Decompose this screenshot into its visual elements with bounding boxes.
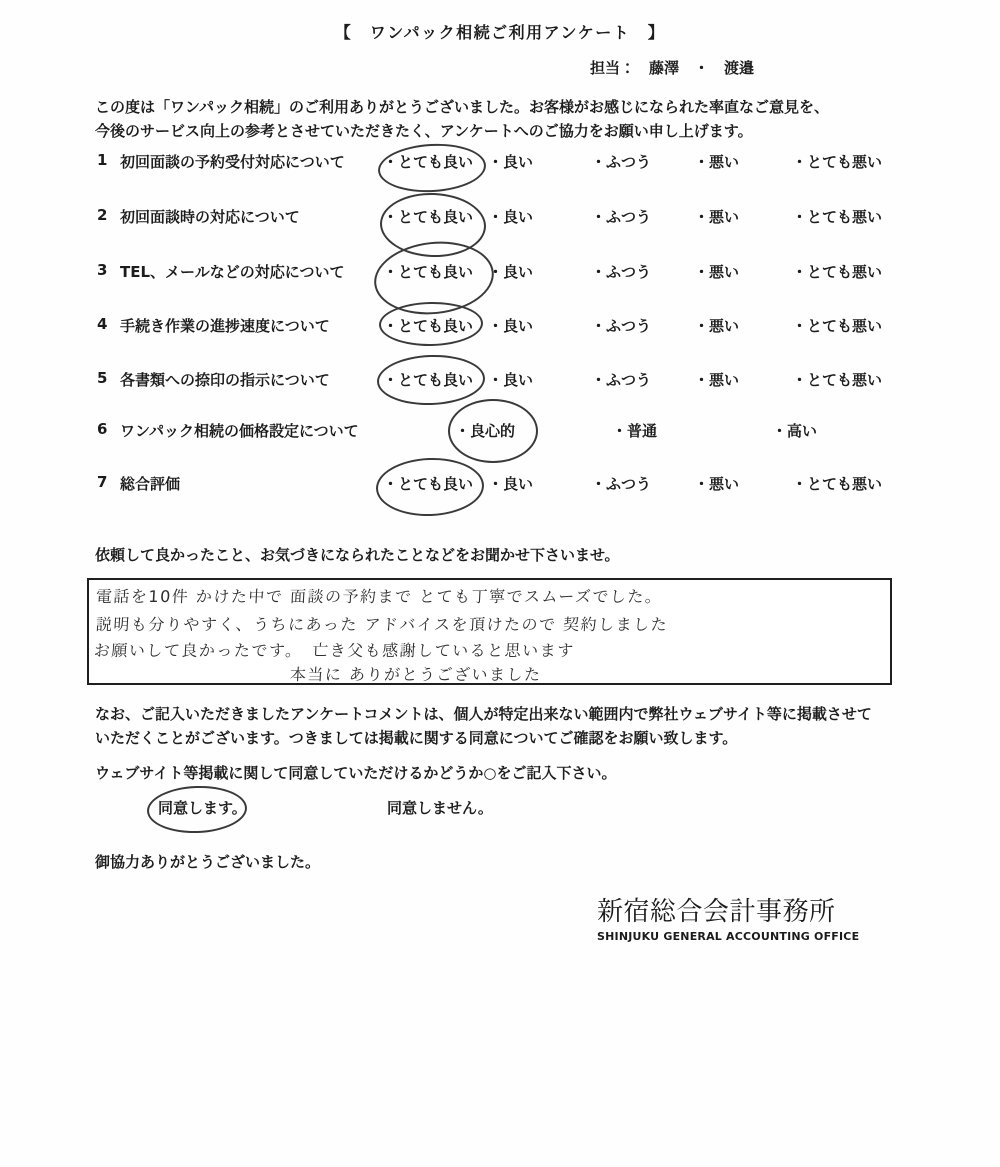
option-label: 悪い <box>709 475 740 493</box>
publication-note-line-2: いただくことがございます。つきましては掲載に関する同意についてご確認をお願い致します。 <box>95 729 738 747</box>
option-bullet: ・ <box>694 153 710 171</box>
option-label: とても悪い <box>807 475 883 493</box>
option-bullet: ・ <box>792 263 808 281</box>
option-label: とても良い <box>398 153 474 171</box>
question-number: 4 <box>97 315 108 333</box>
option-bullet: ・ <box>383 208 399 226</box>
option-bullet: ・ <box>383 371 399 389</box>
answer-option <box>383 315 473 336</box>
handwritten-comment-line: お願いして良かったです。 亡き父も感謝していると思います <box>93 641 576 660</box>
question-label: ワンパック相続の価格設定について <box>120 422 359 440</box>
question-number: 1 <box>97 151 108 169</box>
option-bullet: ・ <box>591 153 607 171</box>
option-bullet: ・ <box>488 153 504 171</box>
answer-option <box>694 473 739 494</box>
question-number: 3 <box>97 261 108 279</box>
option-label: 悪い <box>709 208 740 226</box>
option-bullet: ・ <box>694 263 710 281</box>
answer-option <box>694 315 739 336</box>
option-label: とても良い <box>398 475 474 493</box>
option-bullet: ・ <box>792 371 808 389</box>
option-bullet: ・ <box>694 317 710 335</box>
option-bullet: ・ <box>772 422 788 440</box>
option-label: とても悪い <box>807 263 883 281</box>
option-bullet: ・ <box>792 317 808 335</box>
question-row <box>0 151 1000 175</box>
option-label: ふつう <box>606 208 652 226</box>
option-label: 良い <box>503 263 534 281</box>
handwritten-comment-line: 説明も分りやすく、うちにあった アドバイスを頂けたので 契約しました <box>95 615 669 634</box>
option-bullet: ・ <box>694 371 710 389</box>
form-title: 【 ワンパック相続ご利用アンケート 】 <box>334 23 666 42</box>
question-number: 7 <box>97 473 108 491</box>
question-row <box>0 420 1000 444</box>
option-bullet: ・ <box>591 208 607 226</box>
question-number: 5 <box>97 369 108 387</box>
option-bullet: ・ <box>488 208 504 226</box>
answer-option <box>792 315 882 336</box>
option-bullet: ・ <box>383 153 399 171</box>
option-label: とても悪い <box>807 371 883 389</box>
question-row <box>0 369 1000 393</box>
option-bullet: ・ <box>612 422 628 440</box>
logo-name-en: SHINJUKU GENERAL ACCOUNTING OFFICE <box>597 930 860 943</box>
answer-option <box>383 206 473 227</box>
option-bullet: ・ <box>591 263 607 281</box>
option-label: ふつう <box>606 263 652 281</box>
answer-option <box>694 151 739 172</box>
option-bullet: ・ <box>792 475 808 493</box>
option-bullet: ・ <box>488 371 504 389</box>
answer-option <box>591 369 651 390</box>
option-bullet: ・ <box>591 317 607 335</box>
publication-note-line-1: なお、ご記入いただきましたアンケートコメントは、個人が特定出来ない範囲内で弊社ウェブサイト等に掲載させて <box>95 705 872 723</box>
option-label: とても悪い <box>807 317 883 335</box>
option-bullet: ・ <box>792 208 808 226</box>
answer-option <box>792 261 882 282</box>
question-label: 各書類への捺印の指示について <box>120 371 330 389</box>
option-label: ふつう <box>606 317 652 335</box>
option-label: とても良い <box>398 263 474 281</box>
company-logo <box>597 891 859 943</box>
answer-option <box>792 473 882 494</box>
answer-option <box>694 369 739 390</box>
option-label: とても悪い <box>807 208 883 226</box>
question-row <box>0 473 1000 497</box>
option-label: 良い <box>503 317 534 335</box>
answer-option <box>694 261 739 282</box>
question-row <box>0 261 1000 285</box>
staff-label: 担当： <box>590 59 636 77</box>
comment-prompt: 依頼して良かったこと、お気づきになられたことなどをお聞かせ下さいませ。 <box>95 546 620 564</box>
answer-option <box>488 315 533 336</box>
option-label: 良心的 <box>470 422 516 440</box>
option-bullet: ・ <box>694 208 710 226</box>
option-bullet: ・ <box>488 317 504 335</box>
questions-list <box>0 0 1000 530</box>
option-bullet: ・ <box>591 475 607 493</box>
publication-note <box>95 702 935 750</box>
question-label: 総合評価 <box>120 475 181 493</box>
answer-option <box>591 473 651 494</box>
logo-name-jp: 新宿総合会計事務所 <box>597 897 836 927</box>
option-bullet: ・ <box>792 153 808 171</box>
option-label: 良い <box>503 208 534 226</box>
answer-option <box>591 261 651 282</box>
question-label: 初回面談時の対応について <box>120 208 300 226</box>
option-label: とても良い <box>398 208 474 226</box>
option-label: 悪い <box>709 153 740 171</box>
answer-option <box>488 261 533 282</box>
answer-option <box>591 206 651 227</box>
option-bullet: ・ <box>383 317 399 335</box>
question-label: TEL、メールなどの対応について <box>120 263 345 281</box>
intro-line-2: 今後のサービス向上の参考とさせていただきたく、アンケートへのご協力をお願い申し上げます。 <box>95 122 753 140</box>
staff-names: 藤澤 ・ 渡邉 <box>649 59 755 77</box>
option-label: 普通 <box>627 422 658 440</box>
option-label: とても悪い <box>807 153 883 171</box>
option-bullet: ・ <box>488 263 504 281</box>
option-label: とても良い <box>398 317 474 335</box>
answer-option <box>591 151 651 172</box>
option-bullet: ・ <box>591 371 607 389</box>
option-label: 良い <box>503 371 534 389</box>
intro-line-1: この度は「ワンパック相続」のご利用ありがとうございました。お客様がお感じになられた率直なご意見を、 <box>95 98 829 116</box>
option-bullet: ・ <box>455 422 471 440</box>
answer-option <box>488 473 533 494</box>
option-label: ふつう <box>606 475 652 493</box>
closing-thanks: 御協力ありがとうございました。 <box>95 853 321 871</box>
option-label: 良い <box>503 153 534 171</box>
answer-option <box>591 315 651 336</box>
option-label: 悪い <box>709 371 740 389</box>
handwritten-comment-line: 本当に ありがとうございました <box>289 665 543 684</box>
answer-option <box>792 151 882 172</box>
consent-prompt: ウェブサイト等掲載に関して同意していただけるかどうか○をご記入下さい。 <box>95 764 617 782</box>
consent-disagree-option: 同意しません。 <box>387 799 493 817</box>
answer-option <box>383 261 473 282</box>
answer-option <box>772 420 817 441</box>
question-row <box>0 315 1000 339</box>
answer-option <box>694 206 739 227</box>
answer-option <box>488 206 533 227</box>
option-label: ふつう <box>606 153 652 171</box>
option-bullet: ・ <box>383 263 399 281</box>
answer-option <box>612 420 657 441</box>
option-label: 高い <box>787 422 818 440</box>
question-number: 2 <box>97 206 108 224</box>
answer-option <box>488 369 533 390</box>
question-number: 6 <box>97 420 108 438</box>
consent-agree-option: 同意します。 <box>158 799 247 817</box>
answer-option <box>792 206 882 227</box>
answer-option <box>383 151 473 172</box>
question-label: 初回面談の予約受付対応について <box>120 153 345 171</box>
option-label: 悪い <box>709 317 740 335</box>
answer-option <box>792 369 882 390</box>
option-bullet: ・ <box>383 475 399 493</box>
option-label: 良い <box>503 475 534 493</box>
option-label: ふつう <box>606 371 652 389</box>
option-label: 悪い <box>709 263 740 281</box>
option-bullet: ・ <box>488 475 504 493</box>
answer-option <box>383 369 473 390</box>
question-row <box>0 206 1000 230</box>
answer-option <box>383 473 473 494</box>
option-label: とても良い <box>398 371 474 389</box>
option-bullet: ・ <box>694 475 710 493</box>
handwritten-comment-line: 電話を10件 かけた中で 面談の予約まで とても丁寧でスムーズでした。 <box>95 587 663 606</box>
question-label: 手続き作業の進捗速度について <box>120 317 330 335</box>
answer-option <box>455 420 515 441</box>
answer-option <box>488 151 533 172</box>
